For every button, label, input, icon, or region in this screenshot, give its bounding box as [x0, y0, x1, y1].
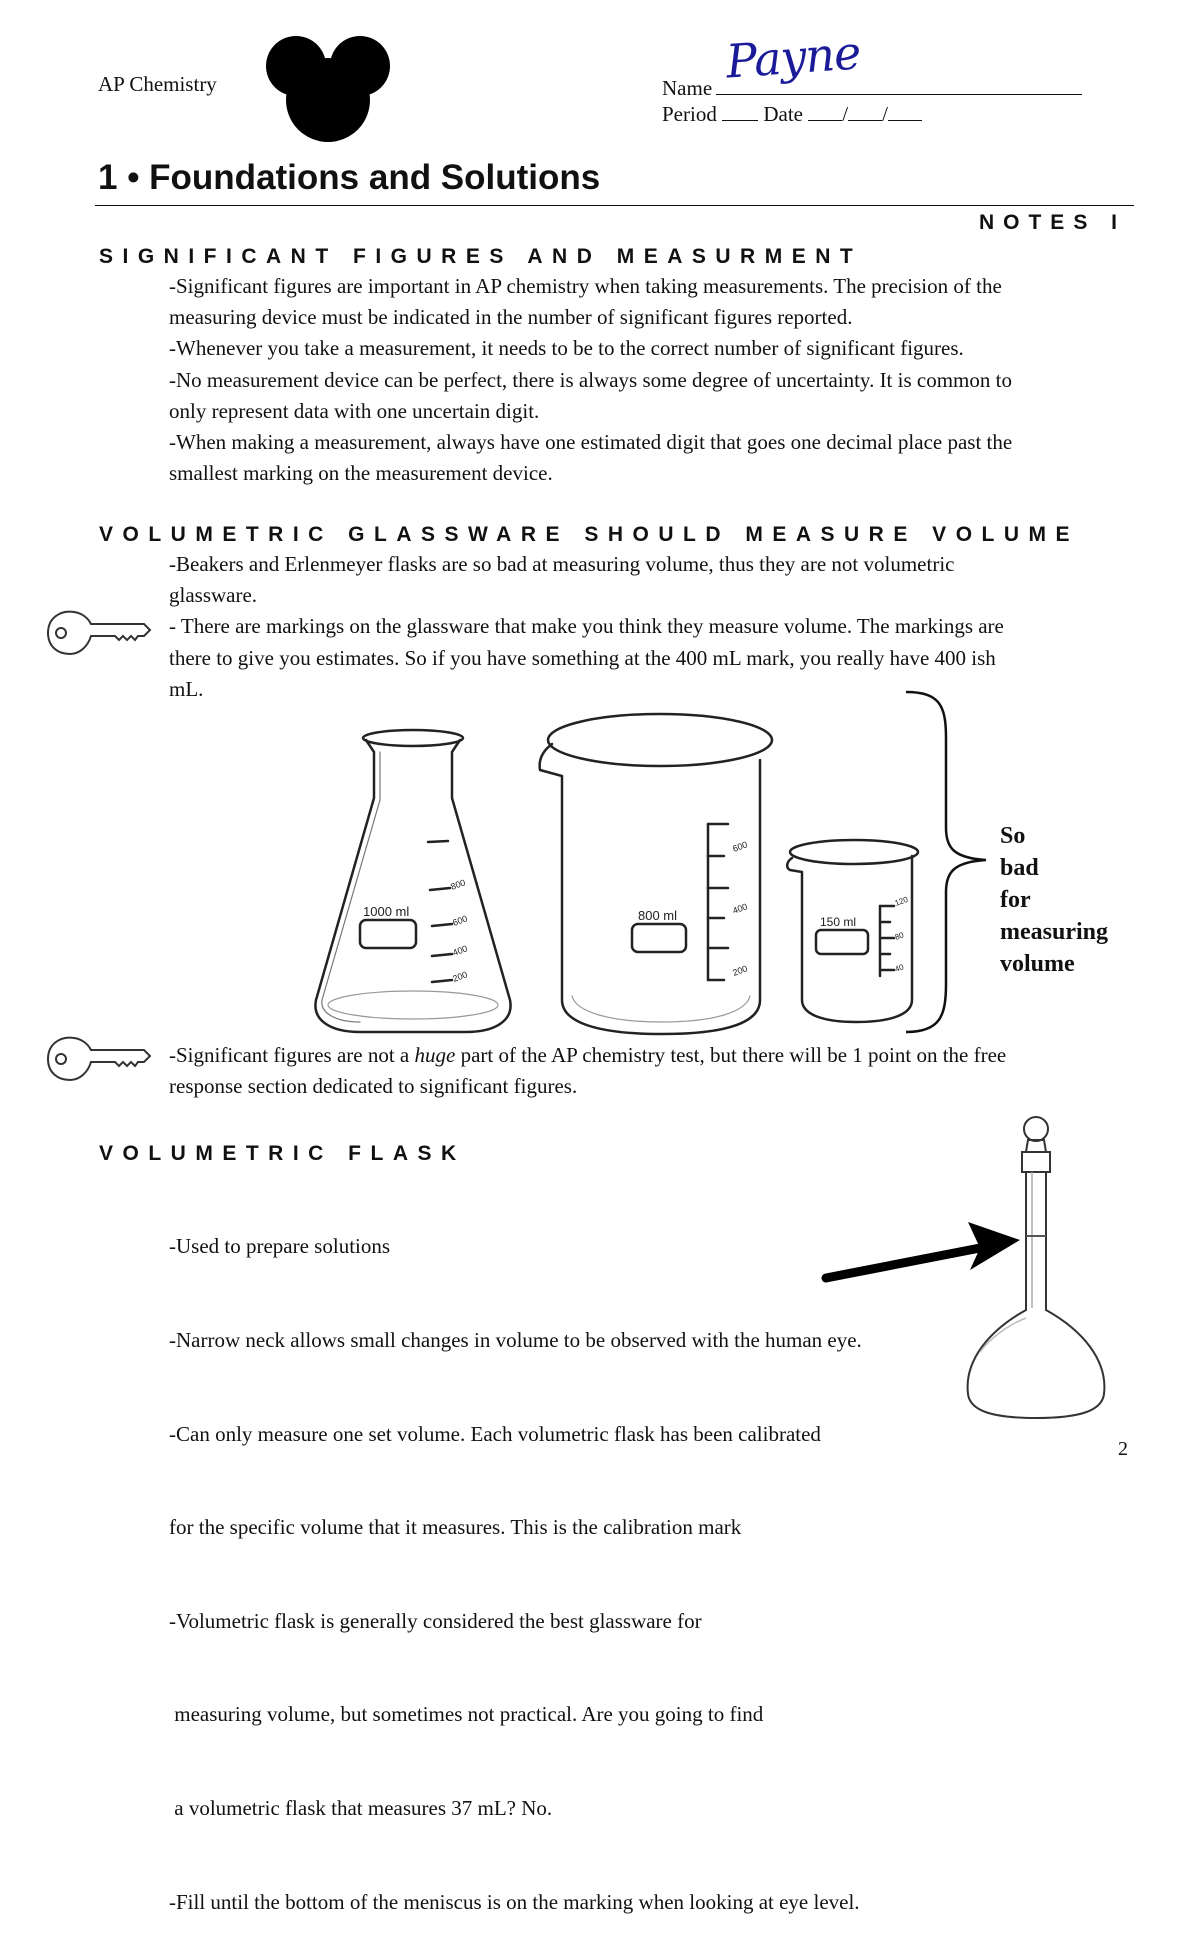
glassware-text — [169, 549, 1149, 705]
small-beaker-tick-label: 120 — [893, 894, 910, 908]
date-year-blank[interactable] — [888, 102, 922, 121]
erlenmeyer-flask — [315, 730, 510, 1032]
name-label: Name — [662, 76, 713, 100]
text-line: -Narrow neck allows small changes in volume to be observed with the human eye. — [169, 1328, 862, 1353]
erlenmeyer-tick-label: 800 — [449, 877, 467, 892]
glassware-illustration — [300, 700, 960, 1045]
bracket-note-line: measuring — [1000, 919, 1108, 945]
text-line: -Used to prepare solutions — [169, 1234, 391, 1259]
bracket-note-line: bad — [1000, 855, 1039, 881]
text-line: only represent data with one uncertain digit. — [169, 398, 540, 423]
emphasis: huge — [414, 1043, 456, 1067]
course-name: AP Chemistry — [98, 72, 217, 96]
date-day-blank[interactable] — [848, 102, 882, 121]
text-line: -Whenever you take a measurement, it needs to be to the correct number of significant figures. — [169, 336, 964, 361]
date-label: Date — [763, 102, 803, 126]
period-date-row — [662, 102, 922, 127]
page-number: 2 — [1118, 1438, 1128, 1460]
text-line: - There are markings on the glassware that make you think they measure volume. The markings are — [169, 614, 1004, 639]
text-line: -Beakers and Erlenmeyer flasks are so bad at measuring volume, thus they are not volumetric — [169, 552, 955, 576]
period-label: Period — [662, 102, 717, 126]
text-line: smallest marking on the measurement device. — [169, 461, 553, 486]
section-heading-sig-figs: SIGNIFICANT FIGURES AND MEASURMENT — [99, 245, 863, 268]
text-line: -Significant figures are not a huge part of the AP chemistry test, but there will be 1 point on the free — [169, 1043, 1007, 1067]
text-line: -When making a measurement, always have one estimated digit that goes one decimal place past the — [169, 430, 1013, 455]
key-icon — [44, 1032, 154, 1086]
large-beaker-tick-label: 600 — [731, 839, 749, 854]
date-month-blank[interactable] — [808, 102, 842, 121]
key-icon — [44, 606, 154, 660]
small-beaker-tick-label: 80 — [893, 930, 906, 942]
erlenmeyer-tick-label: 400 — [451, 943, 469, 958]
bracket-note-line: volume — [1000, 951, 1075, 977]
text-line: for the specific volume that it measures. This is the calibration mark — [169, 1515, 742, 1540]
erlenmeyer-tick-label: 600 — [451, 913, 469, 928]
large-beaker — [540, 714, 772, 1034]
text-line: there to give you estimates. So if you have something at the 400 mL mark, you really have 400 ish — [169, 645, 996, 670]
bracket-note-line: So — [1000, 823, 1026, 849]
date-separator: / — [882, 102, 888, 126]
text-line: -Volumetric flask is generally considered the best glassware for — [169, 1608, 702, 1633]
sig-figs-test-note — [169, 1040, 1149, 1102]
erlenmeyer-capacity-label: 1000 ml — [363, 904, 410, 919]
large-beaker-capacity-label: 800 ml — [638, 908, 678, 923]
signature: Payne — [724, 25, 862, 89]
small-beaker-tick-label: 40 — [893, 962, 906, 974]
erlenmeyer-tick-label: 200 — [451, 969, 469, 984]
date-separator: / — [842, 102, 849, 126]
bracket-note-line: for — [1000, 887, 1031, 913]
text-line: a volumetric flask that measures 37 mL? No. — [169, 1796, 553, 1821]
name-field[interactable] — [662, 72, 1082, 101]
large-beaker-tick-label: 400 — [731, 901, 749, 916]
section-heading-volumetric-flask: VOLUMETRIC FLASK — [99, 1142, 466, 1165]
text-line: measuring volume, but sometimes not practical. Are you going to find — [169, 1702, 764, 1727]
large-beaker-tick-label: 200 — [731, 963, 749, 978]
sig-figs-text — [169, 271, 1149, 489]
volumetric-flask-illustration — [960, 1112, 1116, 1424]
page-title: 1 • Foundations and Solutions — [98, 158, 601, 197]
text-line: -Can only measure one set volume. Each volumetric flask has been calibrated — [169, 1421, 821, 1446]
text-line: measuring device must be indicated in the number of significant figures reported. — [169, 305, 853, 330]
curly-bracket-icon — [900, 688, 992, 1038]
period-blank[interactable] — [722, 102, 758, 121]
text-line: -Significant figures are important in AP chemistry when taking measurements. The precision of the — [169, 274, 1002, 298]
mouse-ears-logo — [262, 36, 394, 146]
bracket-note — [1000, 820, 1108, 980]
text-line: response section dedicated to significant figures. — [169, 1074, 578, 1099]
text-line: mL. — [169, 676, 204, 701]
small-beaker-capacity-label: 150 ml — [820, 915, 857, 929]
title-divider — [95, 205, 1134, 206]
text-line: -No measurement device can be perfect, there is always some degree of uncertainty. It is common to — [169, 367, 1012, 392]
notes-label: NOTES I — [978, 211, 1126, 234]
text-line: -Fill until the bottom of the meniscus is on the marking when looking at eye level. — [169, 1889, 860, 1914]
text-line: glassware. — [169, 583, 258, 608]
section-heading-glassware: VOLUMETRIC GLASSWARE SHOULD MEASURE VOLUME — [99, 523, 1080, 546]
